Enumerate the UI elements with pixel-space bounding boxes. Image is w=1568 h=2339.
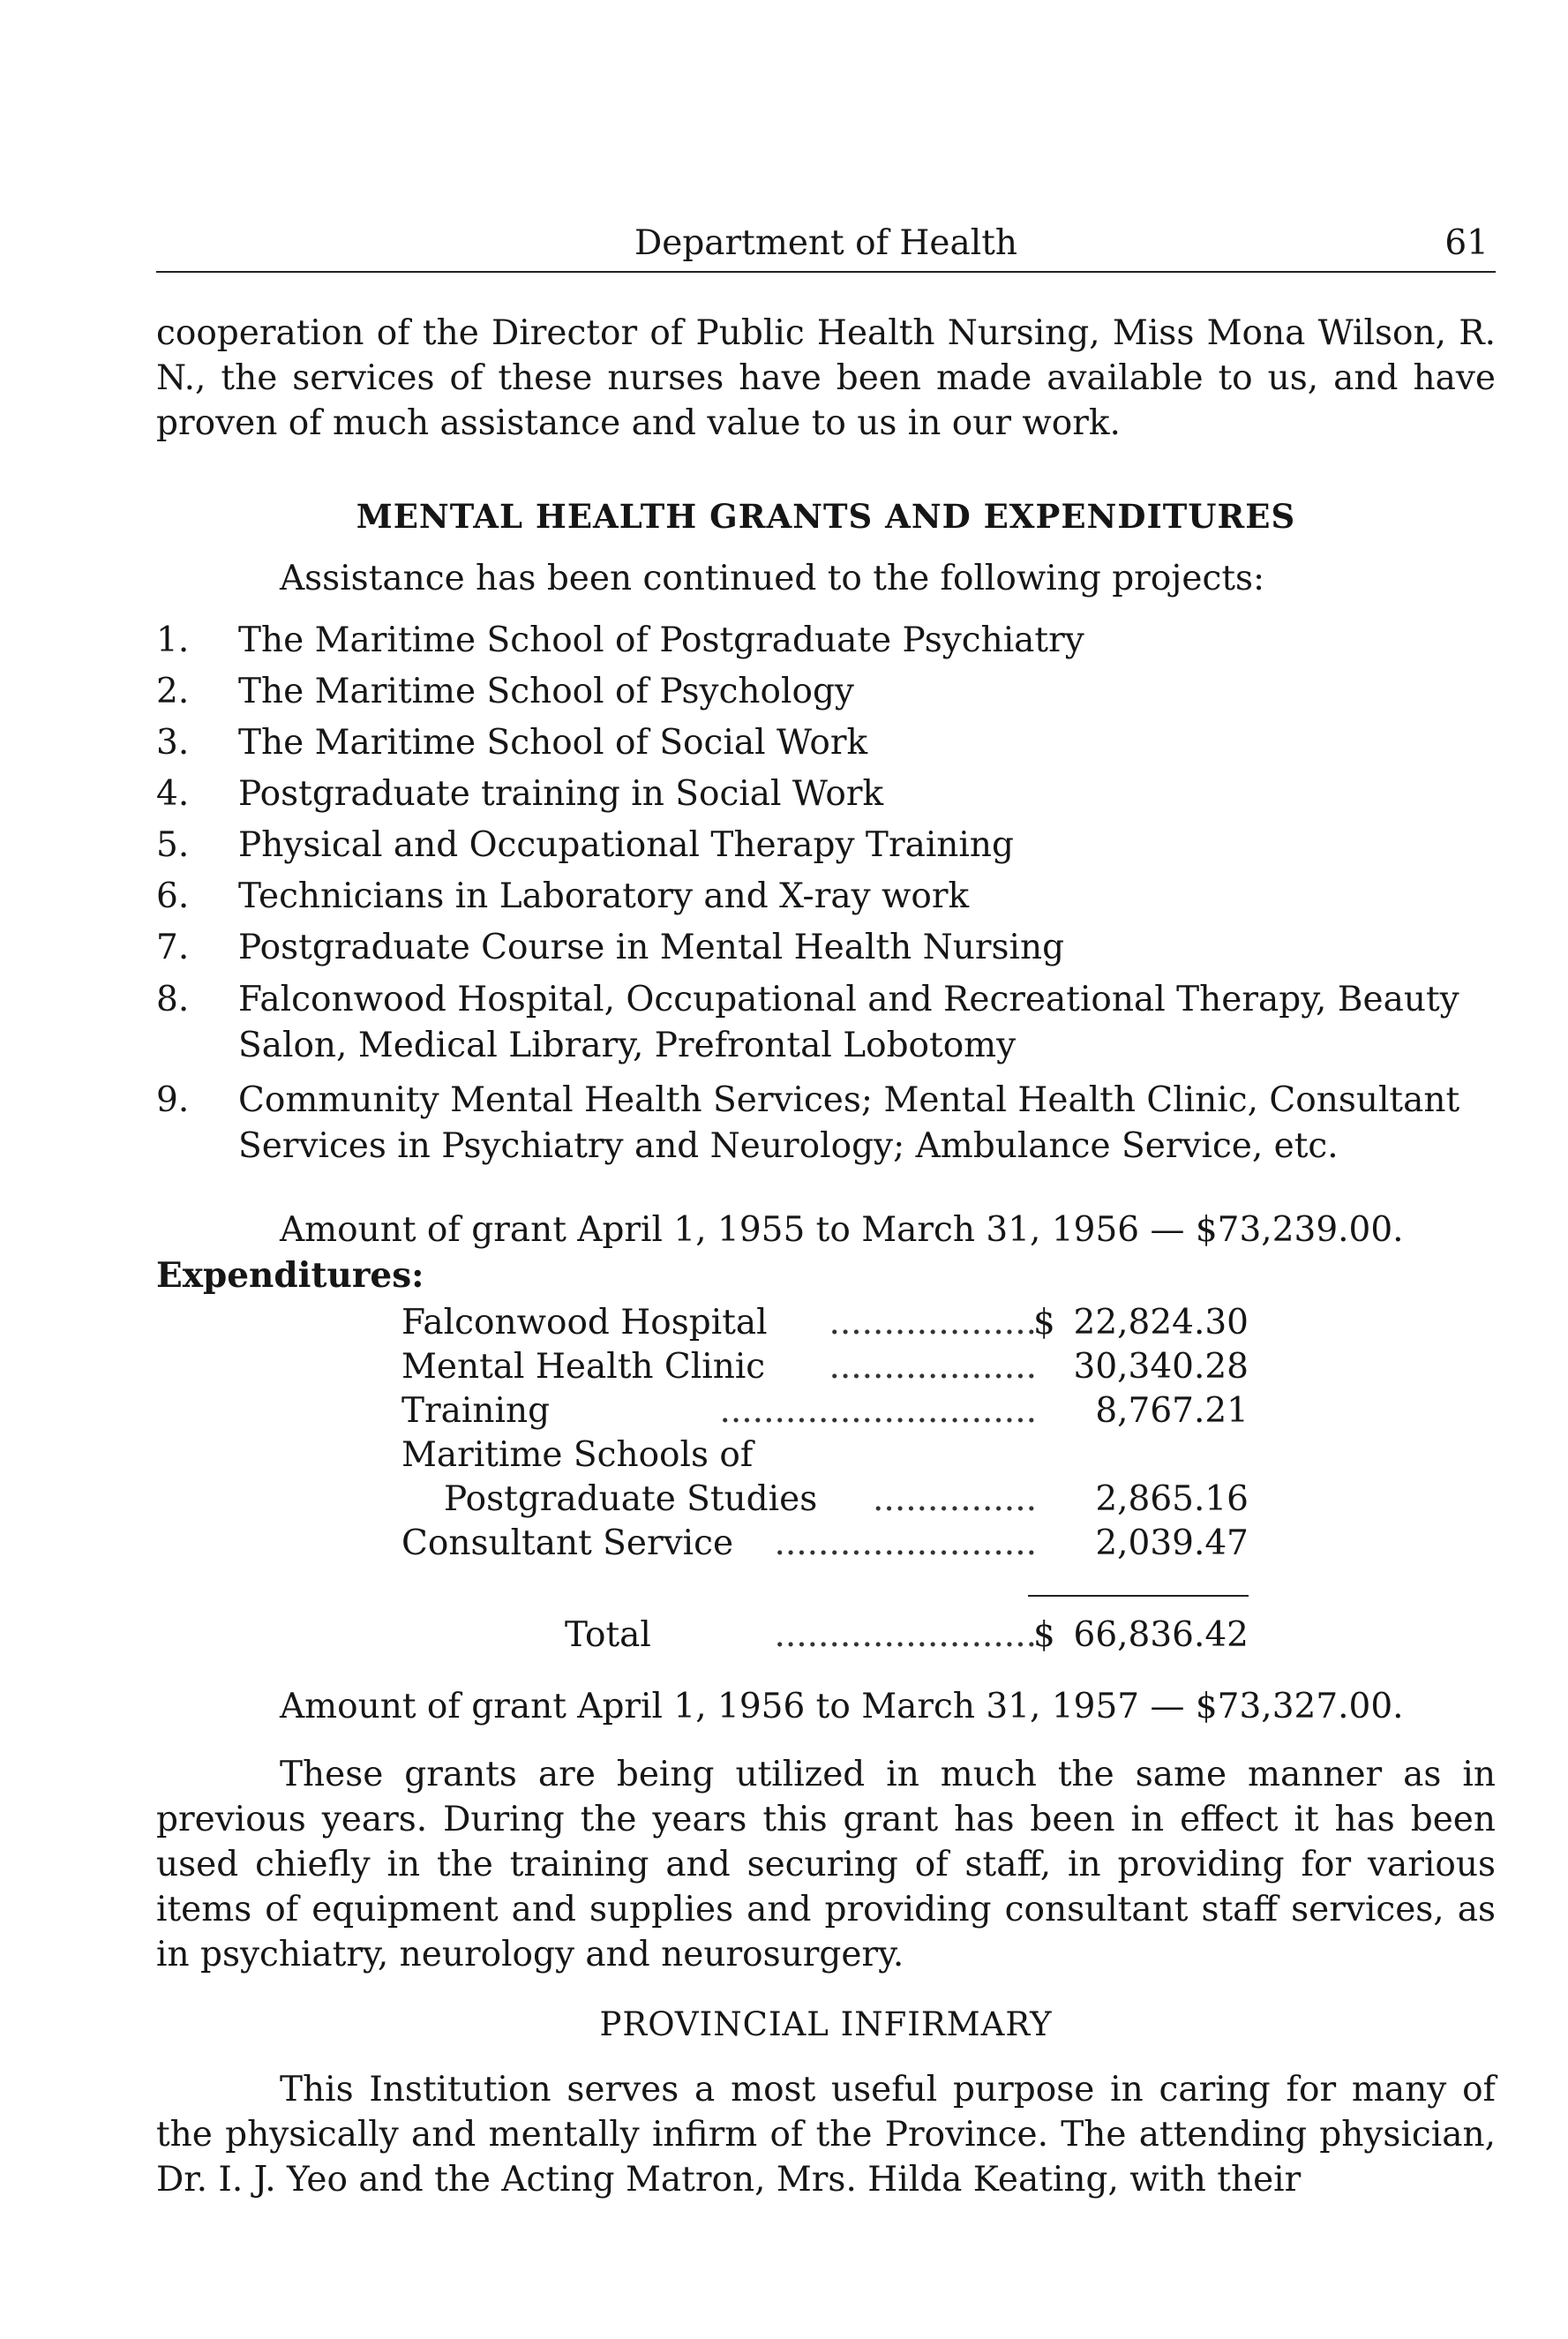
list-item <box>156 820 1496 871</box>
list-text: The Maritime School of Postgraduate Psychiatry <box>238 620 1084 660</box>
infirmary-heading: PROVINCIAL INFIRMARY <box>599 2005 1053 2043</box>
list-item <box>156 615 1496 666</box>
expenditure-label: Falconwood Hospital <box>401 1303 768 1342</box>
grant-1955-line: Amount of grant April 1, 1955 to March 31, 1956 — $73,239.00. <box>280 1210 1404 1250</box>
dollar-sign: $ <box>1033 1303 1055 1342</box>
grant-1956-line: Amount of grant April 1, 1956 to March 31, 1957 — $73,327.00. <box>280 1687 1404 1726</box>
list-number: 3. <box>156 723 190 763</box>
intro-paragraph: cooperation of the Director of Public Health Nursing, Miss Mona Wilson, R. N., the services of these nurses have been made available to us, and have proven of much assistance and value to us in our work. <box>156 313 1496 443</box>
list-text: Postgraduate training in Social Work <box>238 774 884 814</box>
running-header <box>156 216 1496 273</box>
projects-list <box>156 615 1496 1170</box>
header-title: Department of Health <box>634 223 1018 263</box>
expenditure-label: Mental Health Clinic <box>401 1347 766 1387</box>
expenditure-amount: 22,824.30 <box>1073 1303 1249 1342</box>
list-number: 1. <box>156 620 190 660</box>
expenditure-label: Postgraduate Studies <box>444 1479 818 1519</box>
expenditures-table <box>401 1303 1249 1568</box>
expenditure-amount: 2,865.16 <box>1095 1479 1249 1519</box>
total-label: Total <box>565 1615 651 1655</box>
list-number: 8. <box>156 980 190 1019</box>
list-number: 2. <box>156 672 190 711</box>
mental-health-heading: MENTAL HEALTH GRANTS AND EXPENDITURES <box>356 497 1296 536</box>
expenditure-label: Maritime Schools of <box>401 1435 754 1475</box>
table-row <box>401 1391 1249 1435</box>
expenditure-amount: 30,340.28 <box>1073 1347 1249 1387</box>
page-number: 61 <box>1444 223 1489 263</box>
projects-lead: Assistance has been continued to the following projects: <box>280 559 1265 598</box>
list-item <box>156 922 1496 974</box>
total-amount: 66,836.42 <box>1073 1615 1249 1655</box>
dot-leader: ........................ <box>774 1523 1037 1563</box>
dot-leader: ........................ <box>774 1615 1037 1655</box>
list-text: Postgraduate Course in Mental Health Nursing <box>238 928 1065 967</box>
total-rule <box>1028 1595 1249 1597</box>
table-row <box>401 1303 1249 1347</box>
list-item <box>156 769 1496 820</box>
list-number: 4. <box>156 774 190 814</box>
list-number: 7. <box>156 928 190 967</box>
list-number: 9. <box>156 1080 190 1120</box>
expenditure-amount: 8,767.21 <box>1095 1391 1249 1431</box>
table-row <box>401 1615 1249 1659</box>
table-row <box>401 1435 1249 1479</box>
list-text: The Maritime School of Psychology <box>238 672 854 711</box>
dot-leader: ............................. <box>719 1391 1037 1431</box>
list-item <box>156 1078 1496 1170</box>
table-row <box>401 1347 1249 1391</box>
dot-leader: ............... <box>873 1479 1037 1519</box>
closing-paragraph: These grants are being utilized in much the same manner as in previous years. During the years this grant has been in effect it has been used chiefly in the training and securing of staff, in providing for various items of equipment and supplies and providing consultant staff services, as in psychiatry, neurology and neurosurgery. <box>156 1755 1496 1974</box>
total-row <box>401 1615 1249 1659</box>
list-text: Physical and Occupational Therapy Training <box>238 825 1014 865</box>
dot-leader: ................... <box>829 1303 1037 1342</box>
table-row <box>401 1479 1249 1523</box>
expenditure-amount: 2,039.47 <box>1095 1523 1249 1563</box>
list-item <box>156 718 1496 769</box>
expenditures-label: Expenditures: <box>156 1255 424 1296</box>
list-number: 6. <box>156 876 190 916</box>
expenditure-label: Consultant Service <box>401 1523 734 1563</box>
dot-leader: ................... <box>829 1347 1037 1387</box>
infirmary-paragraph: This Institution serves a most useful purpose in caring for many of the physically and mentally infirm of the Province. The attending physician, Dr. I. J. Yeo and the Acting Matron, Mrs. Hilda Keating, with their <box>156 2070 1496 2200</box>
list-text: Community Mental Health Services; Mental Health Clinic, Consultant Services in Psychiatry and Neurology; Ambulance Service, etc. <box>238 1080 1460 1166</box>
dollar-sign: $ <box>1033 1615 1055 1655</box>
list-text: The Maritime School of Social Work <box>238 723 868 763</box>
list-item <box>156 871 1496 922</box>
list-text: Falconwood Hospital, Occupational and Recreational Therapy, Beauty Salon, Medical Library, Prefrontal Lobotomy <box>238 980 1459 1065</box>
list-text: Technicians in Laboratory and X-ray work <box>238 876 970 916</box>
list-item <box>156 977 1496 1069</box>
list-number: 5. <box>156 825 190 865</box>
list-item <box>156 666 1496 718</box>
expenditure-label: Training <box>401 1391 551 1431</box>
table-row <box>401 1523 1249 1568</box>
